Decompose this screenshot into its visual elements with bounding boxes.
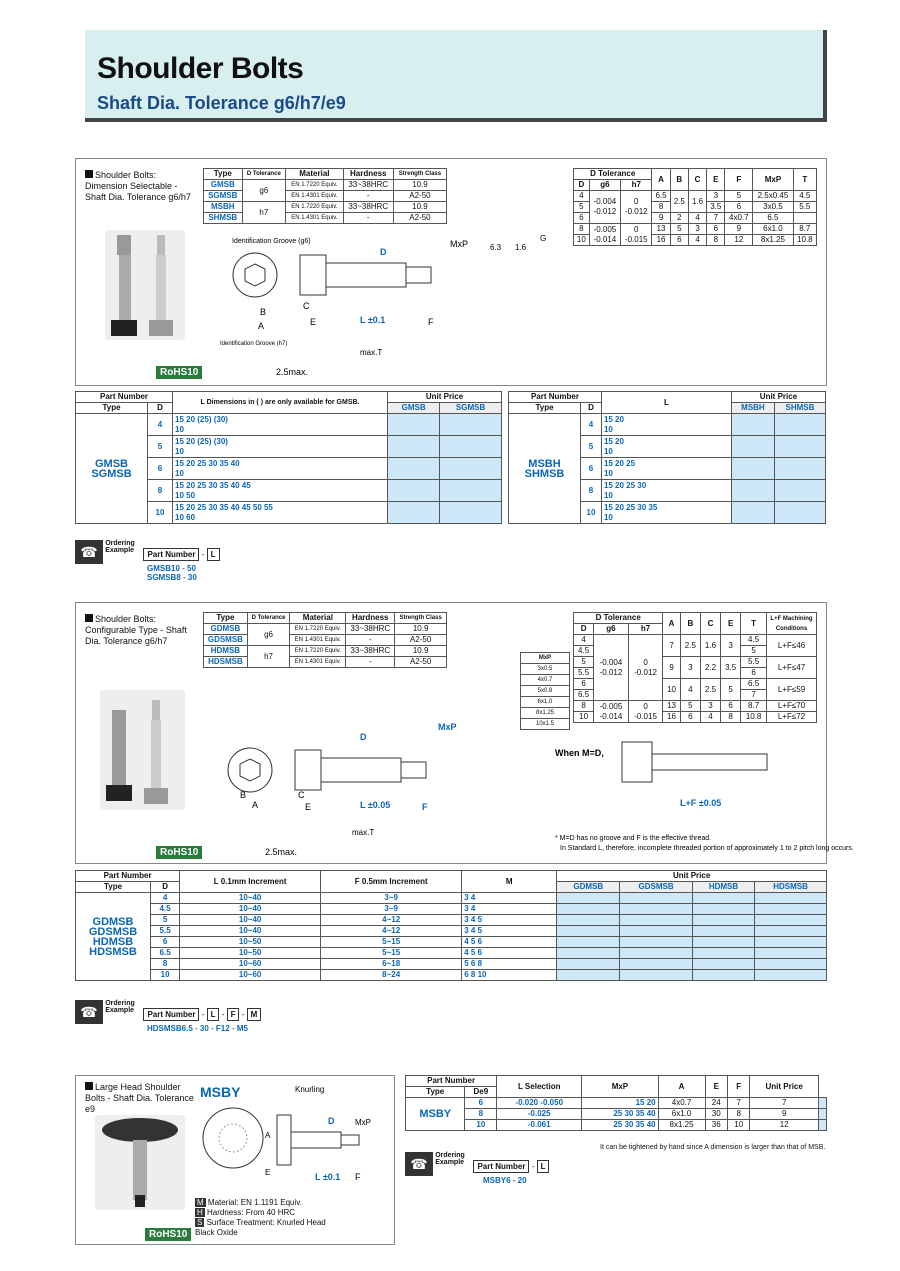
price-cell bbox=[774, 502, 825, 524]
bolt-image-2 bbox=[100, 690, 185, 810]
price-cell bbox=[755, 893, 827, 904]
l-cell bbox=[173, 480, 388, 502]
l-values: 10 bbox=[603, 468, 613, 478]
s3-title: Large Head Shoulder Bolts - Shaft Dia. Tolerance e9 bbox=[85, 1082, 194, 1114]
value-cell: 5~15 bbox=[321, 937, 462, 948]
price-cell bbox=[774, 480, 825, 502]
svg-text:F: F bbox=[422, 802, 428, 812]
svg-text:A: A bbox=[265, 1131, 271, 1140]
svg-text:MxP: MxP bbox=[450, 239, 468, 249]
svg-text:2.5max.: 2.5max. bbox=[276, 367, 309, 377]
l-values: 10 bbox=[175, 424, 184, 434]
l-values: 15 20 25 bbox=[603, 458, 636, 468]
s3-note: It can be tightened by hand since A dimension is larger than that of MSB. bbox=[600, 1144, 826, 1151]
value-cell: 8 bbox=[151, 959, 180, 970]
svg-text:F: F bbox=[428, 317, 434, 327]
price-cell bbox=[774, 414, 825, 436]
s3-product-name: MSBY bbox=[200, 1084, 241, 1100]
price-cell bbox=[557, 937, 620, 948]
price-cell bbox=[440, 480, 502, 502]
value-cell: 6~18 bbox=[321, 959, 462, 970]
value-cell: 7 bbox=[750, 1098, 818, 1109]
svg-text:A: A bbox=[252, 800, 259, 810]
value-cell: 6 bbox=[151, 937, 180, 948]
value-cell: 4~12 bbox=[321, 915, 462, 926]
value-cell: -0.020 -0.050 bbox=[497, 1098, 582, 1109]
table-row bbox=[76, 948, 827, 959]
price-cell bbox=[692, 970, 754, 981]
s3-part-table: Part Number L Selection MxP A E F Unit Price Type De9 MSBY 6 -0.020 -0.050 15 20 4x0.7 24 7 7 8 -0.025 25 30 35 40 6x1.0 30 8 9 10 -0.061 25 30 35 40 8x1.25 36 10 12 bbox=[405, 1075, 827, 1131]
l-values: 15 20 bbox=[603, 414, 624, 424]
price-cell bbox=[620, 915, 693, 926]
svg-text:L ±0.1: L ±0.1 bbox=[315, 1172, 341, 1182]
price-cell bbox=[557, 904, 620, 915]
svg-text:A: A bbox=[258, 321, 265, 331]
value-cell: 15 20 bbox=[582, 1098, 658, 1109]
price-cell bbox=[388, 436, 440, 458]
d-cell: 4 bbox=[148, 414, 173, 436]
price-cell bbox=[774, 458, 825, 480]
s2-dimension-table: D Tolerance A B C E T L+F Machining Conditions D g6 h7 4 -0.004 -0.012 0 -0.012 7 2.5 1.6 3 4.5 L+F≤46 4.5 5 5 9 3 2.2 3.5 5.5 L+F≤47 5.5 6 6 10 4 2.5 5 6.5 L+F≤59 6.5 7 8 -0.005 -0.014 0 -0.015 13 5 3 6 8.7 L+F≤70 10 16 6 4 8 10.8 L+F≤72 bbox=[573, 612, 817, 723]
type-cell: MSBH SHMSB bbox=[509, 414, 581, 524]
value-cell: 10 bbox=[465, 1120, 497, 1131]
l-values: 15 20 (25) (30) bbox=[175, 436, 228, 446]
svg-text:B: B bbox=[260, 307, 267, 317]
price-cell bbox=[440, 436, 502, 458]
d-cell: 4 bbox=[581, 414, 602, 436]
price-cell bbox=[755, 937, 827, 948]
value-cell: 4 5 6 bbox=[462, 948, 557, 959]
table-row bbox=[406, 1098, 827, 1109]
l-cell bbox=[173, 414, 388, 436]
value-cell: 10~50 bbox=[180, 948, 321, 959]
d-cell: 5 bbox=[148, 436, 173, 458]
bolt-image bbox=[105, 230, 185, 340]
l-values: 10 bbox=[603, 424, 613, 434]
price-cell bbox=[692, 904, 754, 915]
l-values: 10 50 bbox=[175, 490, 196, 500]
svg-text:D: D bbox=[328, 1116, 335, 1126]
value-cell: 6 bbox=[465, 1098, 497, 1109]
value-cell: 4x0.7 bbox=[658, 1098, 705, 1109]
page-header bbox=[85, 30, 827, 122]
svg-text:D: D bbox=[360, 732, 367, 742]
value-cell: 7 bbox=[727, 1098, 749, 1109]
value-cell: 6 8 10 bbox=[462, 970, 557, 981]
value-cell: 36 bbox=[705, 1120, 727, 1131]
svg-text:C: C bbox=[298, 790, 305, 800]
svg-text:L+F ±0.05: L+F ±0.05 bbox=[680, 798, 722, 808]
s1-material-table: Type D Tolerance Material Hardness Strength Class GMSB g6 EN 1.7220 Equiv. 33~38HRC 10.9 SGMSB EN 1.4301 Equiv. - A2-50 MSBH h7 EN 1.7220 Equiv. 33~38HRC 10.9 SHMSB EN 1.4301 Equiv. - A2-50 bbox=[203, 168, 447, 224]
svg-text:Knurling: Knurling bbox=[295, 1085, 325, 1094]
l-values: 15 20 bbox=[603, 436, 624, 446]
page-subtitle: Shaft Dia. Tolerance g6/h7/e9 bbox=[97, 93, 346, 113]
svg-text:E: E bbox=[310, 317, 317, 327]
value-cell: 24 bbox=[705, 1098, 727, 1109]
value-cell: 3~9 bbox=[321, 893, 462, 904]
l-cell bbox=[173, 502, 388, 524]
svg-text:C: C bbox=[303, 301, 310, 311]
d-cell: 8 bbox=[581, 480, 602, 502]
price-cell bbox=[755, 959, 827, 970]
value-cell: 4 bbox=[151, 893, 180, 904]
price-cell bbox=[755, 948, 827, 959]
s1-gmsb-table: Part Number L Dimensions in ( ) are only available for GMSB. Unit Price Type D GMSB SGMSB GMSB SGMSB 4 15 20 (25) (30) 10 5 15 20 (25) (30) 10 6 15 20 25 30 35 40 10 8 15 20 25 30 35 40 45 10 50 10 15 20 25 30 35 40 45 50 55 10 60 bbox=[75, 391, 502, 524]
table-row bbox=[76, 926, 827, 937]
price-cell bbox=[731, 436, 774, 458]
l-values: 15 20 25 30 35 40 45 bbox=[175, 480, 251, 490]
value-cell: 8~24 bbox=[321, 970, 462, 981]
price-cell bbox=[731, 458, 774, 480]
l-values: 15 20 25 30 35 40 bbox=[175, 458, 240, 468]
svg-text:L ±0.05: L ±0.05 bbox=[360, 800, 391, 810]
type-cell: MSBY bbox=[406, 1098, 465, 1131]
table-row bbox=[76, 904, 827, 915]
msby-image bbox=[95, 1115, 185, 1210]
l-cell bbox=[601, 414, 731, 436]
value-cell: 8x1.25 bbox=[658, 1120, 705, 1131]
svg-text:2.5max.: 2.5max. bbox=[265, 847, 298, 857]
value-cell: 10~40 bbox=[180, 926, 321, 937]
value-cell: 5 6 8 bbox=[462, 959, 557, 970]
value-cell: 9 bbox=[750, 1109, 818, 1120]
price-cell bbox=[818, 1120, 826, 1131]
table-row bbox=[406, 1120, 827, 1131]
price-cell bbox=[692, 893, 754, 904]
price-cell bbox=[620, 904, 693, 915]
value-cell: 4.5 bbox=[151, 904, 180, 915]
value-cell: -0.025 bbox=[497, 1109, 582, 1120]
ordering-icon-3: ☎ bbox=[405, 1152, 433, 1176]
value-cell: 5 bbox=[151, 915, 180, 926]
s2-ordering-example: ☎ Ordering Example Part Number - L - F - M HDSMSB6.5 - 30 - F12 - M5 bbox=[75, 1000, 261, 1033]
price-cell bbox=[557, 893, 620, 904]
s3-material-list: M Material: EN 1.1191 Equiv. H Hardness: From 40 HRC S Surface Treatment: Knurled Head Black Oxide bbox=[195, 1198, 326, 1237]
value-cell: 5~15 bbox=[321, 948, 462, 959]
value-cell: 30 bbox=[705, 1109, 727, 1120]
l-cell bbox=[601, 480, 731, 502]
price-cell bbox=[620, 893, 693, 904]
value-cell: 5.5 bbox=[151, 926, 180, 937]
price-cell bbox=[731, 480, 774, 502]
price-cell bbox=[557, 970, 620, 981]
price-cell bbox=[755, 970, 827, 981]
price-cell bbox=[755, 915, 827, 926]
price-cell bbox=[692, 915, 754, 926]
price-cell bbox=[440, 414, 502, 436]
svg-text:G: G bbox=[540, 234, 547, 243]
price-cell bbox=[440, 502, 502, 524]
s1-dimension-table: D Tolerance A B C E F MxP T D g6 h7 4 -0.004 -0.012 0 -0.012 6.5 2.5 1.6 3 5 2.5x0.45 4.5 5 8 3.5 6 3x0.5 5.5 6 9 2 4 7 4x0.7 6.5 8 -0.005 -0.014 0 -0.015 13 5 3 6 9 6x1.0 8.7 10 16 6 4 8 12 8x1.25 10.8 bbox=[573, 168, 817, 246]
value-cell: 3 4 bbox=[462, 893, 557, 904]
value-cell: 10 bbox=[151, 970, 180, 981]
price-cell bbox=[692, 937, 754, 948]
d-cell: 6 bbox=[148, 458, 173, 480]
table-row bbox=[76, 893, 827, 904]
price-cell bbox=[557, 948, 620, 959]
price-cell bbox=[731, 502, 774, 524]
svg-text:max.T: max.T bbox=[352, 828, 375, 837]
value-cell: 25 30 35 40 bbox=[582, 1120, 658, 1131]
svg-text:* M=D has no groove and F is t: * M=D has no groove and F is the effective thread. bbox=[555, 835, 712, 842]
value-cell: 10~60 bbox=[180, 959, 321, 970]
s2-part-table: Part Number L 0.1mm Increment F 0.5mm Increment M Unit Price Type D GDMSB GDSMSB HDMSB HDSMSB GDMSB GDSMSB HDMSB HDSMSB 4 10~40 3~9 3 4 4.5 10~40 3~9 3 4 5 10~40 4~12 3 4 5 5.5 10~40 4~12 3 4 5 6 10~50 5~15 4 5 6 6.5 10~50 5~15 4 5 6 8 10~60 6~18 5 6 8 10 10~60 8~24 6 8 10 bbox=[75, 870, 827, 981]
price-cell bbox=[755, 904, 827, 915]
value-cell: 4~12 bbox=[321, 926, 462, 937]
price-cell bbox=[440, 458, 502, 480]
d-cell: 5 bbox=[581, 436, 602, 458]
value-cell: 10 bbox=[727, 1120, 749, 1131]
price-cell bbox=[818, 1098, 826, 1109]
price-cell bbox=[620, 970, 693, 981]
svg-text:D: D bbox=[380, 247, 387, 257]
svg-text:F: F bbox=[355, 1172, 361, 1182]
table-row bbox=[76, 414, 502, 436]
price-cell bbox=[755, 926, 827, 937]
s3-ordering-example: ☎ Ordering Example Part Number - L MSBY6 - 20 bbox=[405, 1152, 549, 1185]
price-cell bbox=[620, 926, 693, 937]
type-cell: GDMSB GDSMSB HDMSB HDSMSB bbox=[76, 893, 151, 981]
d-cell: 10 bbox=[581, 502, 602, 524]
value-cell: 3 4 bbox=[462, 904, 557, 915]
d-cell: 6 bbox=[581, 458, 602, 480]
price-cell bbox=[774, 436, 825, 458]
svg-text:B: B bbox=[240, 790, 247, 800]
l-values: 10 bbox=[175, 446, 184, 456]
l-cell bbox=[601, 436, 731, 458]
value-cell: 10~40 bbox=[180, 904, 321, 915]
price-cell bbox=[388, 458, 440, 480]
l-values: 15 20 25 30 bbox=[603, 480, 647, 490]
value-cell: 12 bbox=[750, 1120, 818, 1131]
table-row bbox=[76, 937, 827, 948]
svg-text:MxP: MxP bbox=[438, 722, 457, 732]
s2-title: Shoulder Bolts: Configurable Type - Shaft Dia. Tolerance g6/h7 bbox=[85, 614, 187, 646]
ordering-icon: ☎ bbox=[75, 540, 103, 564]
ordering-icon-2: ☎ bbox=[75, 1000, 103, 1024]
price-cell bbox=[692, 948, 754, 959]
svg-text:max.T: max.T bbox=[360, 348, 383, 357]
l-cell bbox=[173, 436, 388, 458]
s2-material-table: Type D Tolerance Material Hardness Strength Class GDMSB g6 EN 1.7220 Equiv. 33~38HRC 10.9 GDSMSB EN 1.4301 Equiv. - A2-50 HDMSB h7 EN 1.7220 Equiv. 33~38HRC 10.9 HDSMSB EN 1.4301 Equiv. - A2-50 bbox=[203, 612, 447, 668]
svg-text:6.3: 6.3 bbox=[490, 243, 502, 252]
value-cell: 3 4 5 bbox=[462, 915, 557, 926]
l-values: 10 60 bbox=[175, 512, 196, 522]
value-cell: 4 5 6 bbox=[462, 937, 557, 948]
d-cell: 8 bbox=[148, 480, 173, 502]
s1-technical-drawing bbox=[210, 235, 570, 380]
msby-drawing bbox=[195, 1080, 395, 1190]
svg-text:Identification Groove (h7): Identification Groove (h7) bbox=[220, 341, 288, 347]
price-cell bbox=[620, 959, 693, 970]
table-row bbox=[406, 1109, 827, 1120]
rohs-badge-2: RoHS10 bbox=[156, 846, 202, 859]
value-cell: 10~40 bbox=[180, 893, 321, 904]
value-cell: -0.061 bbox=[497, 1120, 582, 1131]
svg-text:L ±0.1: L ±0.1 bbox=[360, 315, 386, 325]
value-cell: 10~40 bbox=[180, 915, 321, 926]
price-cell bbox=[692, 959, 754, 970]
value-cell: 10~60 bbox=[180, 970, 321, 981]
svg-text:E: E bbox=[305, 802, 312, 812]
svg-text:MxP: MxP bbox=[355, 1118, 371, 1127]
price-cell bbox=[620, 948, 693, 959]
l-values: 10 bbox=[603, 490, 613, 500]
table-row bbox=[76, 959, 827, 970]
table-row bbox=[509, 414, 826, 436]
l-values: 10 bbox=[175, 468, 184, 478]
rohs-badge: RoHS10 bbox=[156, 366, 202, 379]
s1-ordering-example: ☎ Ordering Example Part Number - L GMSB10 - 50 SGMSB8 - 30 bbox=[75, 540, 220, 582]
s2-technical-drawing bbox=[210, 680, 854, 860]
value-cell: 10~50 bbox=[180, 937, 321, 948]
svg-text:Identification Groove (g6): Identification Groove (g6) bbox=[232, 238, 311, 245]
value-cell: 8 bbox=[465, 1109, 497, 1120]
price-cell bbox=[557, 926, 620, 937]
l-values: 15 20 (25) (30) bbox=[175, 414, 228, 424]
s1-title: Shoulder Bolts: Dimension Selectable - Shaft Dia. Tolerance g6/h7 bbox=[85, 170, 191, 202]
l-values: 10 bbox=[603, 446, 613, 456]
s2-mxp-table: MxP 3x0.5 4x0.7 5x0.8 6x1.0 8x1.25 10x1.5 bbox=[520, 652, 570, 730]
l-cell bbox=[173, 458, 388, 480]
s1-msbh-table: Part Number L Unit Price Type D MSBH SHMSB MSBH SHMSB 4 15 20 10 5 15 20 10 6 15 20 25 10 8 15 20 25 30 10 10 15 20 25 30 35 10 bbox=[508, 391, 826, 524]
price-cell bbox=[388, 502, 440, 524]
rohs-badge-3: RoHS10 bbox=[145, 1228, 191, 1241]
value-cell: 3~9 bbox=[321, 904, 462, 915]
price-cell bbox=[388, 414, 440, 436]
l-cell bbox=[601, 458, 731, 480]
l-values: 15 20 25 30 35 40 45 50 55 bbox=[175, 502, 273, 512]
svg-text:E: E bbox=[265, 1168, 271, 1177]
page-title: Shoulder Bolts bbox=[97, 52, 304, 85]
table-row bbox=[76, 915, 827, 926]
value-cell: 8 bbox=[727, 1109, 749, 1120]
price-cell bbox=[731, 414, 774, 436]
price-cell bbox=[818, 1109, 826, 1120]
price-cell bbox=[388, 480, 440, 502]
value-cell: 6x1.0 bbox=[658, 1109, 705, 1120]
type-cell: GMSB SGMSB bbox=[76, 414, 148, 524]
svg-text:In Standard L, therefore, inco: In Standard L, therefore, incomplete threaded portion of approximately 1 to 2 pitch long occurs. bbox=[560, 845, 854, 852]
price-cell bbox=[557, 959, 620, 970]
l-cell bbox=[601, 502, 731, 524]
value-cell: 3 4 5 bbox=[462, 926, 557, 937]
svg-text:1.6: 1.6 bbox=[515, 243, 527, 252]
value-cell: 6.5 bbox=[151, 948, 180, 959]
l-values: 10 bbox=[603, 512, 613, 522]
price-cell bbox=[692, 926, 754, 937]
price-cell bbox=[557, 915, 620, 926]
l-values: 15 20 25 30 35 bbox=[603, 502, 658, 512]
table-row bbox=[76, 970, 827, 981]
svg-text:When M=D,: When M=D, bbox=[555, 748, 604, 758]
value-cell: 25 30 35 40 bbox=[582, 1109, 658, 1120]
d-cell: 10 bbox=[148, 502, 173, 524]
price-cell bbox=[620, 937, 693, 948]
